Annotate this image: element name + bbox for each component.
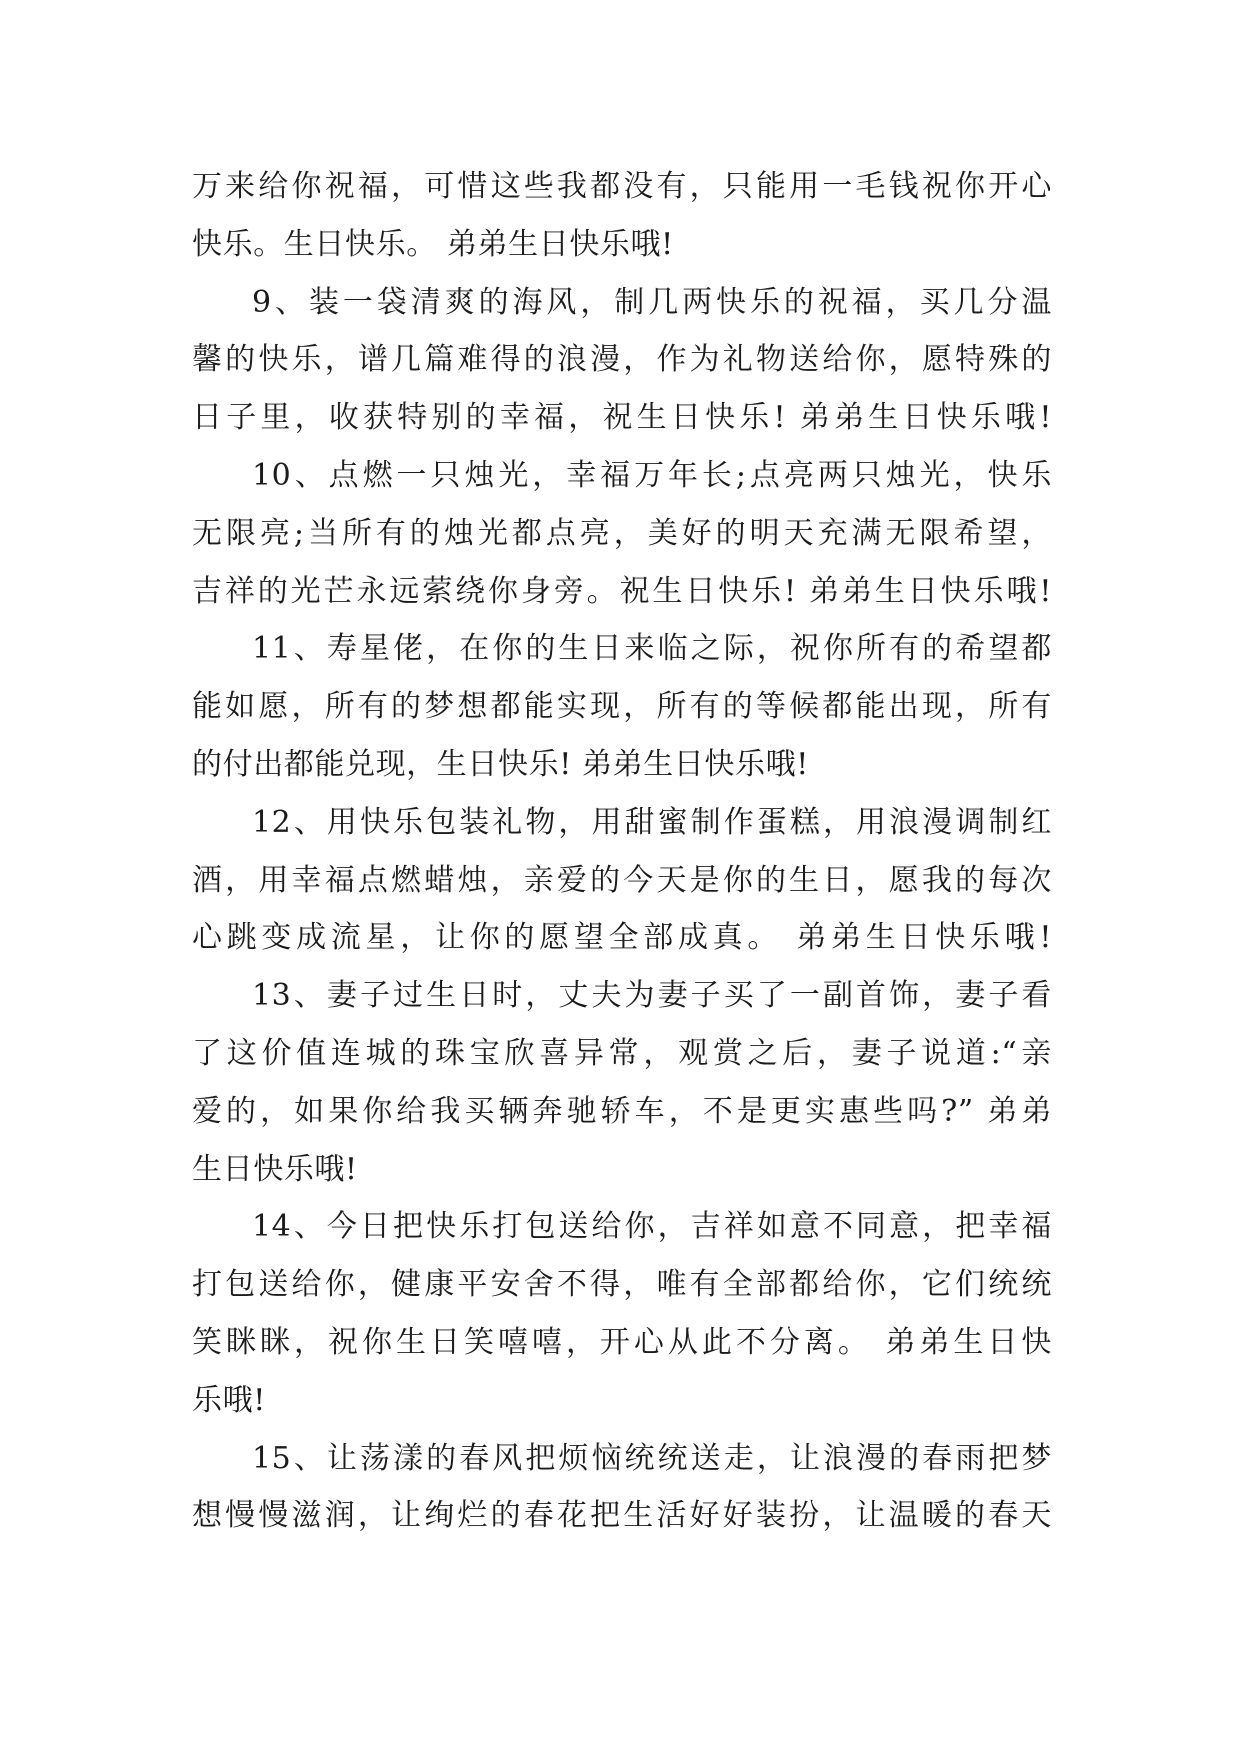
text-line: 想慢慢滋润，让绚烂的春花把生活好好装扮，让温暖的春天 [192,1498,1052,1534]
text-line: 13、妻子过生日时，丈夫为妻子买了一副首饰，妻子看 [252,978,1052,1014]
text-line: 馨的快乐，谱几篇难得的浪漫，作为礼物送给你，愿特殊的 [192,342,1052,378]
text-line: 吉祥的光芒永远萦绕你身旁。祝生日快乐! 弟弟生日快乐哦! [192,573,1052,609]
text-line: 日子里，收获特别的幸福，祝生日快乐! 弟弟生日快乐哦! [192,400,1052,436]
text-line: 无限亮;当所有的烛光都点亮，美好的明天充满无限希望， [192,515,1052,551]
text-line: 酒，用幸福点燃蜡烛，亲爱的今天是你的生日，愿我的每次 [192,862,1052,898]
text-line: 15、让荡漾的春风把烦恼统统送走，让浪漫的春雨把梦 [252,1440,1052,1476]
text-line: 14、今日把快乐打包送给你，吉祥如意不同意，把幸福 [252,1209,1052,1245]
text-line: 12、用快乐包装礼物，用甜蜜制作蛋糕，用浪漫调制红 [252,804,1052,840]
text-line: 心跳变成流星，让你的愿望全部成真。 弟弟生日快乐哦! [192,920,1052,956]
text-line: 万来给你祝福，可惜这些我都没有，只能用一毛钱祝你开心 [192,169,1052,204]
text-line: 9、装一袋清爽的海风，制几两快乐的祝福，买几分温 [252,284,1052,320]
text-line: 爱的，如果你给我买辆奔驰轿车，不是更实惠些吗?” 弟弟 [192,1093,1052,1129]
text-line: 乐哦! [192,1382,266,1418]
paragraph-14 [192,1198,1052,1429]
text-line: 了这价值连城的珠宝欣喜异常，观赏之后，妻子说道:“亲 [192,1035,1052,1071]
text-line: 11、寿星佬，在你的生日来临之际，祝你所有的希望都 [252,631,1052,667]
text-line: 笑眯眯，祝你生日笑嘻嘻，开心从此不分离。 弟弟生日快 [192,1324,1052,1360]
paragraph-13 [192,967,1052,1198]
paragraph-9 [192,274,1052,447]
text-line: 快乐。生日快乐。 弟弟生日快乐哦! [192,226,674,262]
text-line: 10、点燃一只烛光，幸福万年长;点亮两只烛光，快乐 [252,457,1052,493]
paragraph-11 [192,620,1052,793]
paragraph-12 [192,794,1052,967]
paragraph-8-continued [192,158,1052,274]
text-line: 的付出都能兑现，生日快乐! 弟弟生日快乐哦! [192,746,809,782]
document-body [192,158,1052,1545]
text-line: 能如愿，所有的梦想都能实现，所有的等候都能出现，所有 [192,689,1052,725]
text-line: 生日快乐哦! [192,1151,358,1187]
text-line: 打包送给你，健康平安舍不得，唯有全部都给你，它们统统 [192,1267,1052,1303]
paragraph-15 [192,1430,1052,1546]
paragraph-10 [192,447,1052,620]
